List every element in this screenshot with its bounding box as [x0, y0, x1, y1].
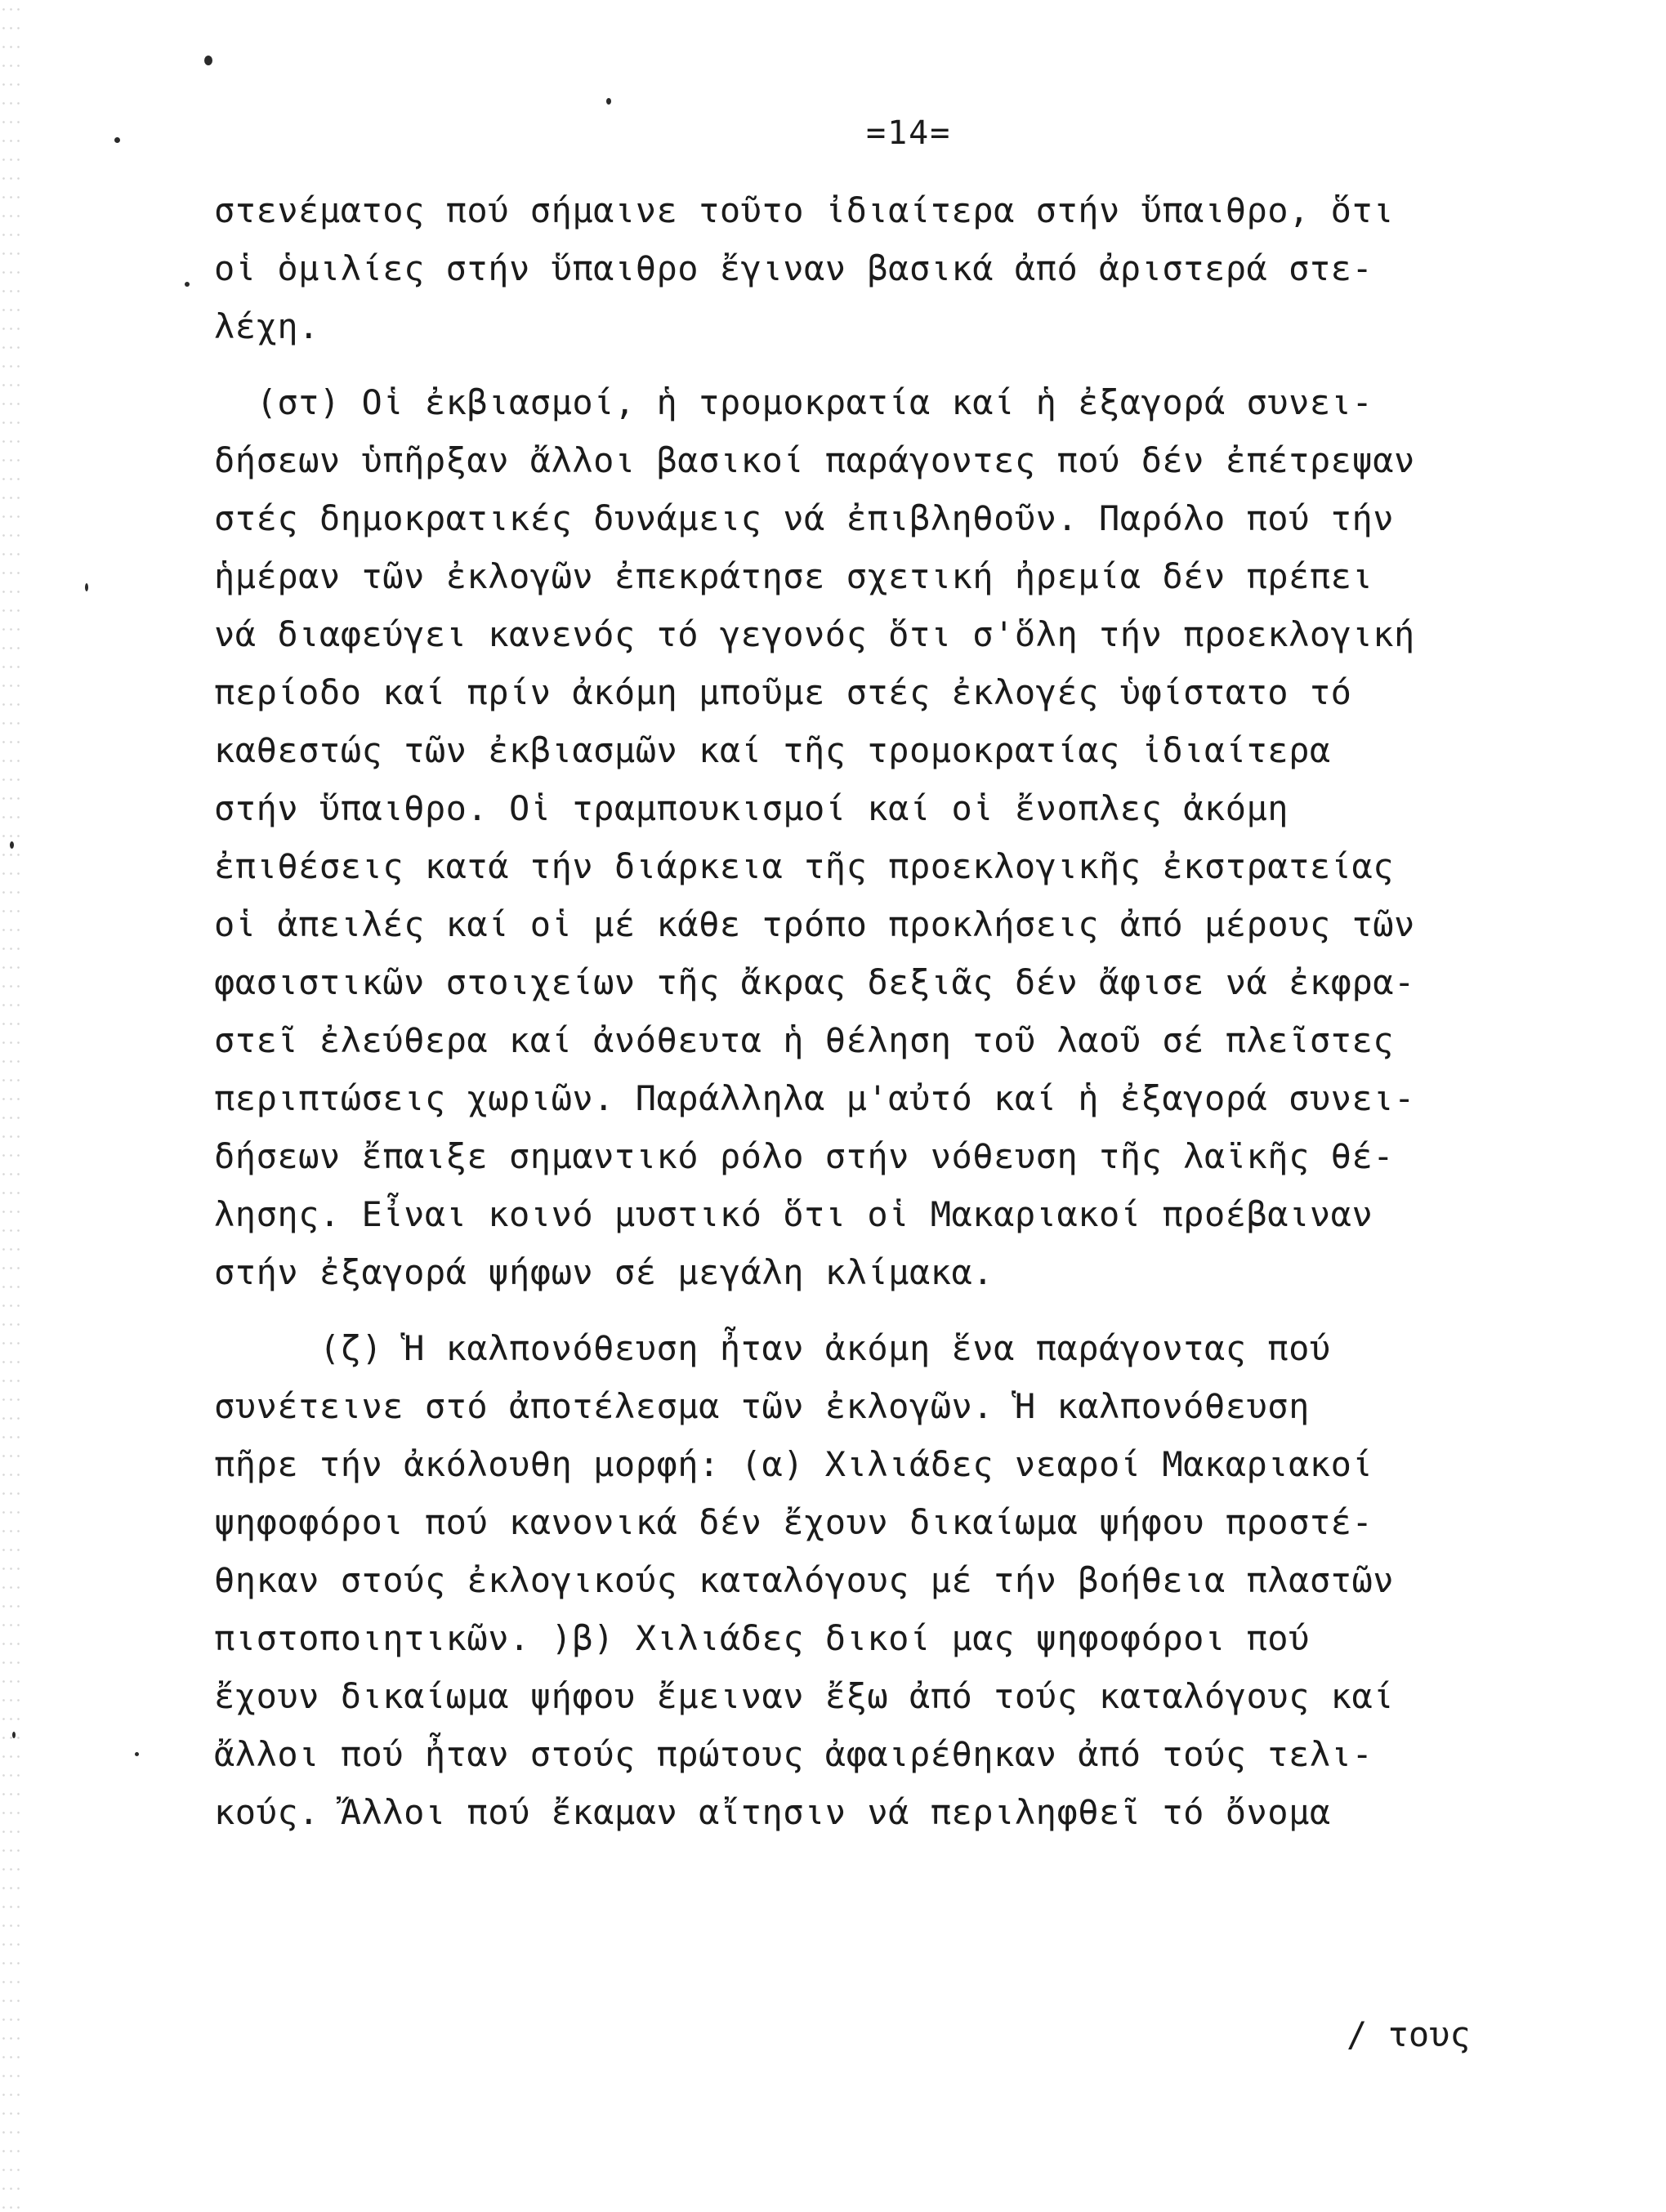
- text-line: (ζ) Ἡ καλπονόθευση ἦταν ἀκόμη ἕνα παράγοντας πού: [214, 1328, 1331, 1368]
- document-body: [214, 181, 1644, 1841]
- text-line: (στ) Οἱ ἐκβιασμοί, ἡ τρομοκρατία καί ἡ ἐξαγορά συνει-: [214, 382, 1373, 422]
- text-line: συνέτεινε στό ἀποτέλεσμα τῶν ἐκλογῶν. Ἡ καλπονόθευση: [214, 1386, 1310, 1426]
- text-line: ἐπιθέσεις κατά τήν διάρκεια τῆς προεκλογικῆς ἐκστρατείας: [214, 846, 1395, 886]
- text-line: οἱ ἀπειλές καί οἱ μέ κάθε τρόπο προκλήσεις ἀπό μέρους τῶν: [214, 904, 1415, 944]
- scan-speck: [606, 98, 611, 105]
- text-line: πῆρε τήν ἀκόλουθη μορφή: (α) Χιλιάδες νεαροί Μακαριακοί: [214, 1444, 1373, 1484]
- paragraph-1: [214, 181, 1644, 355]
- page-number: =14=: [866, 114, 952, 152]
- text-line: στήν ὕπαιθρο. Οἱ τραμπουκισμοί καί οἱ ἔνοπλες ἀκόμη: [214, 788, 1289, 828]
- scan-speck: [10, 841, 14, 849]
- text-line: πιστοποιητικῶν. )β) Χιλιάδες δικοί μας ψηφοφόροι πού: [214, 1618, 1310, 1658]
- paragraph-2: [214, 373, 1644, 1301]
- continuation-catchword: / τους: [1347, 2014, 1471, 2054]
- text-line: φασιστικῶν στοιχείων τῆς ἄκρας δεξιᾶς δέν ἄφισε νά ἐκφρα-: [214, 962, 1415, 1002]
- text-line: περιπτώσεις χωριῶν. Παράλληλα μ'αὐτό καί ἡ ἐξαγορά συνει-: [214, 1078, 1415, 1118]
- text-line: κούς. Ἄλλοι πού ἔκαμαν αἴτησιν νά περιληφθεῖ τό ὄνομα: [214, 1792, 1331, 1832]
- text-line: στεῖ ἐλεύθερα καί ἀνόθευτα ἡ θέληση τοῦ λαοῦ σέ πλεῖστες: [214, 1020, 1395, 1060]
- text-line: λέχη.: [214, 306, 319, 346]
- scan-speck: [135, 1752, 139, 1756]
- scan-speck: [204, 56, 212, 65]
- scan-edge-noise: [0, 0, 21, 2212]
- text-line: θηκαν στούς ἐκλογικούς καταλόγους μέ τήν βοήθεια πλαστῶν: [214, 1560, 1395, 1600]
- text-line: λησης. Εἶναι κοινό μυστικό ὅτι οἱ Μακαριακοί προέβαιναν: [214, 1194, 1373, 1234]
- scan-speck: [12, 1732, 16, 1738]
- text-line: στήν ἐξαγορά ψήφων σέ μεγάλη κλίμακα.: [214, 1252, 994, 1292]
- text-line: ψηφοφόροι πού κανονικά δέν ἔχουν δικαίωμα ψήφου προστέ-: [214, 1502, 1373, 1542]
- paragraph-3: [214, 1319, 1644, 1841]
- text-line: δήσεων ὑπῆρξαν ἄλλοι βασικοί παράγοντες πού δέν ἐπέτρεψαν: [214, 440, 1415, 480]
- text-line: ἡμέραν τῶν ἐκλογῶν ἐπεκράτησε σχετική ἠρεμία δέν πρέπει: [214, 556, 1373, 596]
- text-line: δήσεων ἔπαιξε σημαντικό ρόλο στήν νόθευση τῆς λαϊκῆς θέ-: [214, 1136, 1395, 1176]
- text-line: ἄλλοι πού ἦταν στούς πρώτους ἀφαιρέθηκαν ἀπό τούς τελι-: [214, 1734, 1373, 1774]
- scan-speck: [185, 282, 190, 287]
- text-line: καθεστώς τῶν ἐκβιασμῶν καί τῆς τρομοκρατίας ἰδιαίτερα: [214, 730, 1331, 770]
- scan-speck: [114, 137, 120, 143]
- text-line: στενέματος πού σήμαινε τοῦτο ἰδιαίτερα στήν ὕπαιθρο, ὅτι: [214, 190, 1395, 230]
- text-line: νά διαφεύγει κανενός τό γεγονός ὅτι σ'ὅλη τήν προεκλογική: [214, 614, 1415, 654]
- text-line: ἔχουν δικαίωμα ψήφου ἔμειναν ἔξω ἀπό τούς καταλόγους καί: [214, 1676, 1395, 1716]
- text-line: οἱ ὁμιλίες στήν ὕπαιθρο ἔγιναν βασικά ἀπό ἀριστερά στε-: [214, 248, 1373, 288]
- scan-speck: [85, 583, 88, 591]
- text-line: περίοδο καί πρίν ἀκόμη μποῦμε στές ἐκλογές ὑφίστατο τό: [214, 672, 1352, 712]
- text-line: στές δημοκρατικές δυνάμεις νά ἐπιβληθοῦν. Παρόλο πού τήν: [214, 498, 1395, 538]
